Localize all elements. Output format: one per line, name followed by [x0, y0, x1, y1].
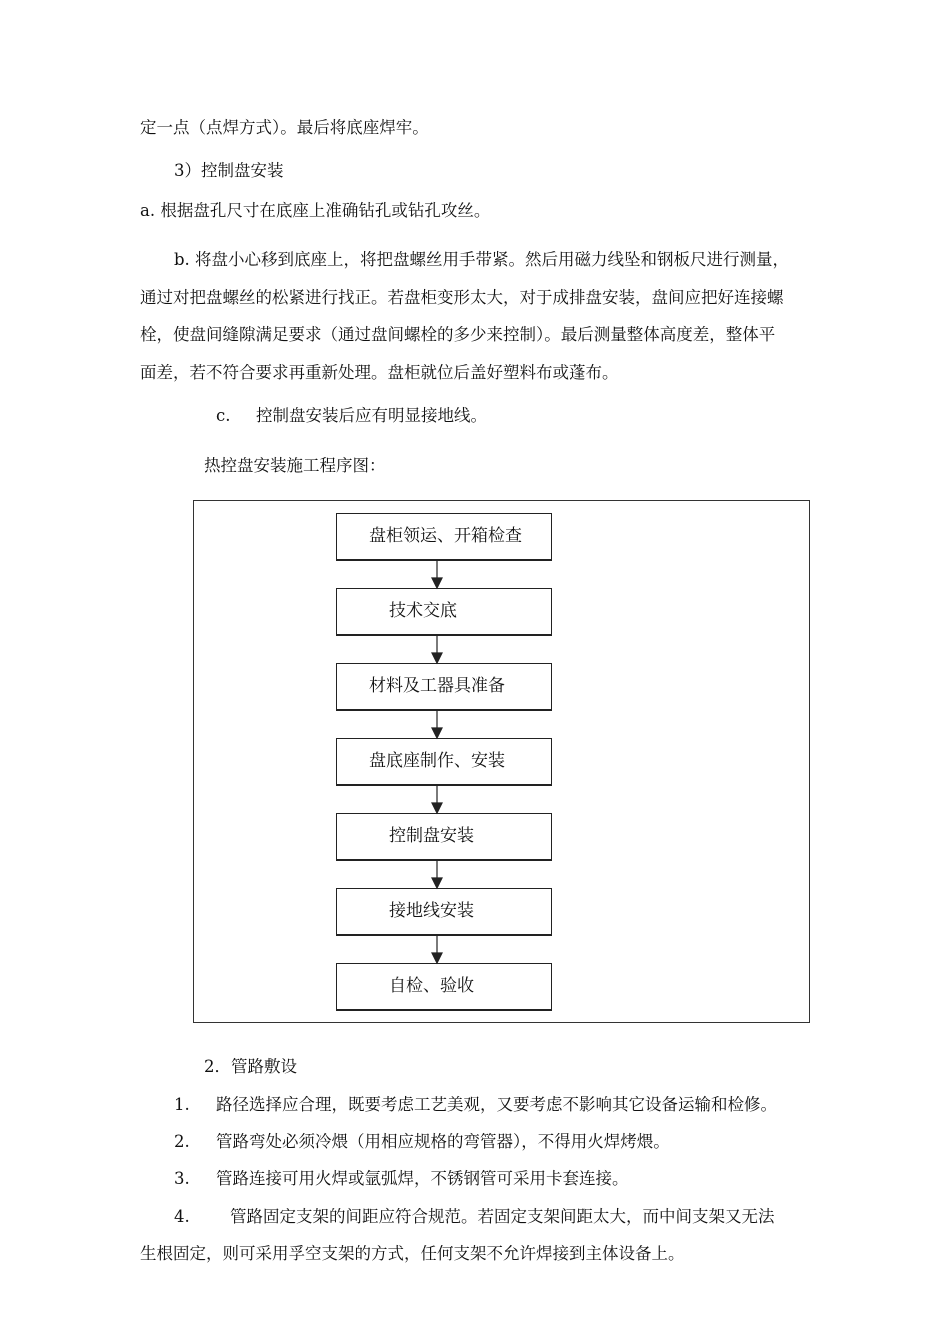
paragraph-b-line-1: b. 将盘小心移到底座上，将把盘螺丝用手带紧。然后用磁力线坠和钢板尺进行测量， — [174, 250, 790, 269]
paragraph-b-line-4: 面差，若不符合要求再重新处理。盘柜就位后盖好塑料布或蓬布。 — [140, 363, 619, 382]
list-item-3-number: 3. — [174, 1169, 190, 1188]
section-2-heading: 2．管路敷设 — [204, 1057, 297, 1076]
flow-step-label: 自检、验收 — [389, 976, 474, 996]
paragraph-spot-weld: 定一点（点焊方式）。最后将底座焊牢。 — [140, 118, 429, 137]
list-item-1-number: 1. — [174, 1095, 190, 1114]
arrowhead-2 — [432, 653, 442, 663]
paragraph-a-drilling: a. 根据盘孔尺寸在底座上准确钻孔或钻孔攻丝。 — [140, 201, 491, 220]
list-item-4-continuation: 生根固定，则可采用孚空支架的方式，任何支架不允许焊接到主体设备上。 — [140, 1244, 685, 1263]
paragraph-b-line-3: 栓，使盘间缝隙满足要求（通过盘间螺栓的多少来控制）。最后测量整体高度差，整体平 — [140, 325, 776, 344]
arrowhead-3 — [432, 728, 442, 738]
flow-step-label: 盘柜领运、开箱检查 — [369, 526, 522, 546]
list-item-1-text: 路径选择应合理，既要考虑工艺美观，又要考虑不影响其它设备运输和检修。 — [216, 1095, 777, 1114]
list-item-4-number: 4. — [174, 1207, 190, 1226]
list-item-3-text: 管路连接可用火焊或氩弧焊，不锈钢管可采用卡套连接。 — [216, 1169, 629, 1188]
flow-step-label: 控制盘安装 — [389, 826, 474, 846]
list-item-2-text: 管路弯处必须冷煨（用相应规格的弯管器），不得用火焊烤煨。 — [216, 1132, 670, 1151]
list-item-4-text: 管路固定支架的间距应符合规范。若固定支架间距太大，而中间支架又无法 — [230, 1207, 775, 1226]
flow-step-label: 材料及工器具准备 — [369, 676, 505, 696]
flow-step-label: 接地线安装 — [389, 901, 474, 921]
arrowhead-5 — [432, 878, 442, 888]
paragraph-c-grounding: 控制盘安装后应有明显接地线。 — [256, 406, 487, 425]
arrowhead-1 — [432, 578, 442, 588]
flowchart-caption: 热控盘安装施工程序图： — [204, 456, 386, 475]
paragraph-b-line-2: 通过对把盘螺丝的松紧进行找正。若盘柜变形太大，对于成排盘安装，盘间应把好连接螺 — [140, 288, 784, 307]
arrowhead-6 — [432, 953, 442, 963]
flow-step-label: 技术交底 — [389, 601, 457, 621]
list-item-2-number: 2. — [174, 1132, 190, 1151]
paragraph-c-label: c. — [216, 406, 231, 425]
flow-step-label: 盘底座制作、安装 — [369, 751, 505, 771]
arrowhead-4 — [432, 803, 442, 813]
subheading-control-panel-install: 3）控制盘安装 — [174, 161, 284, 180]
